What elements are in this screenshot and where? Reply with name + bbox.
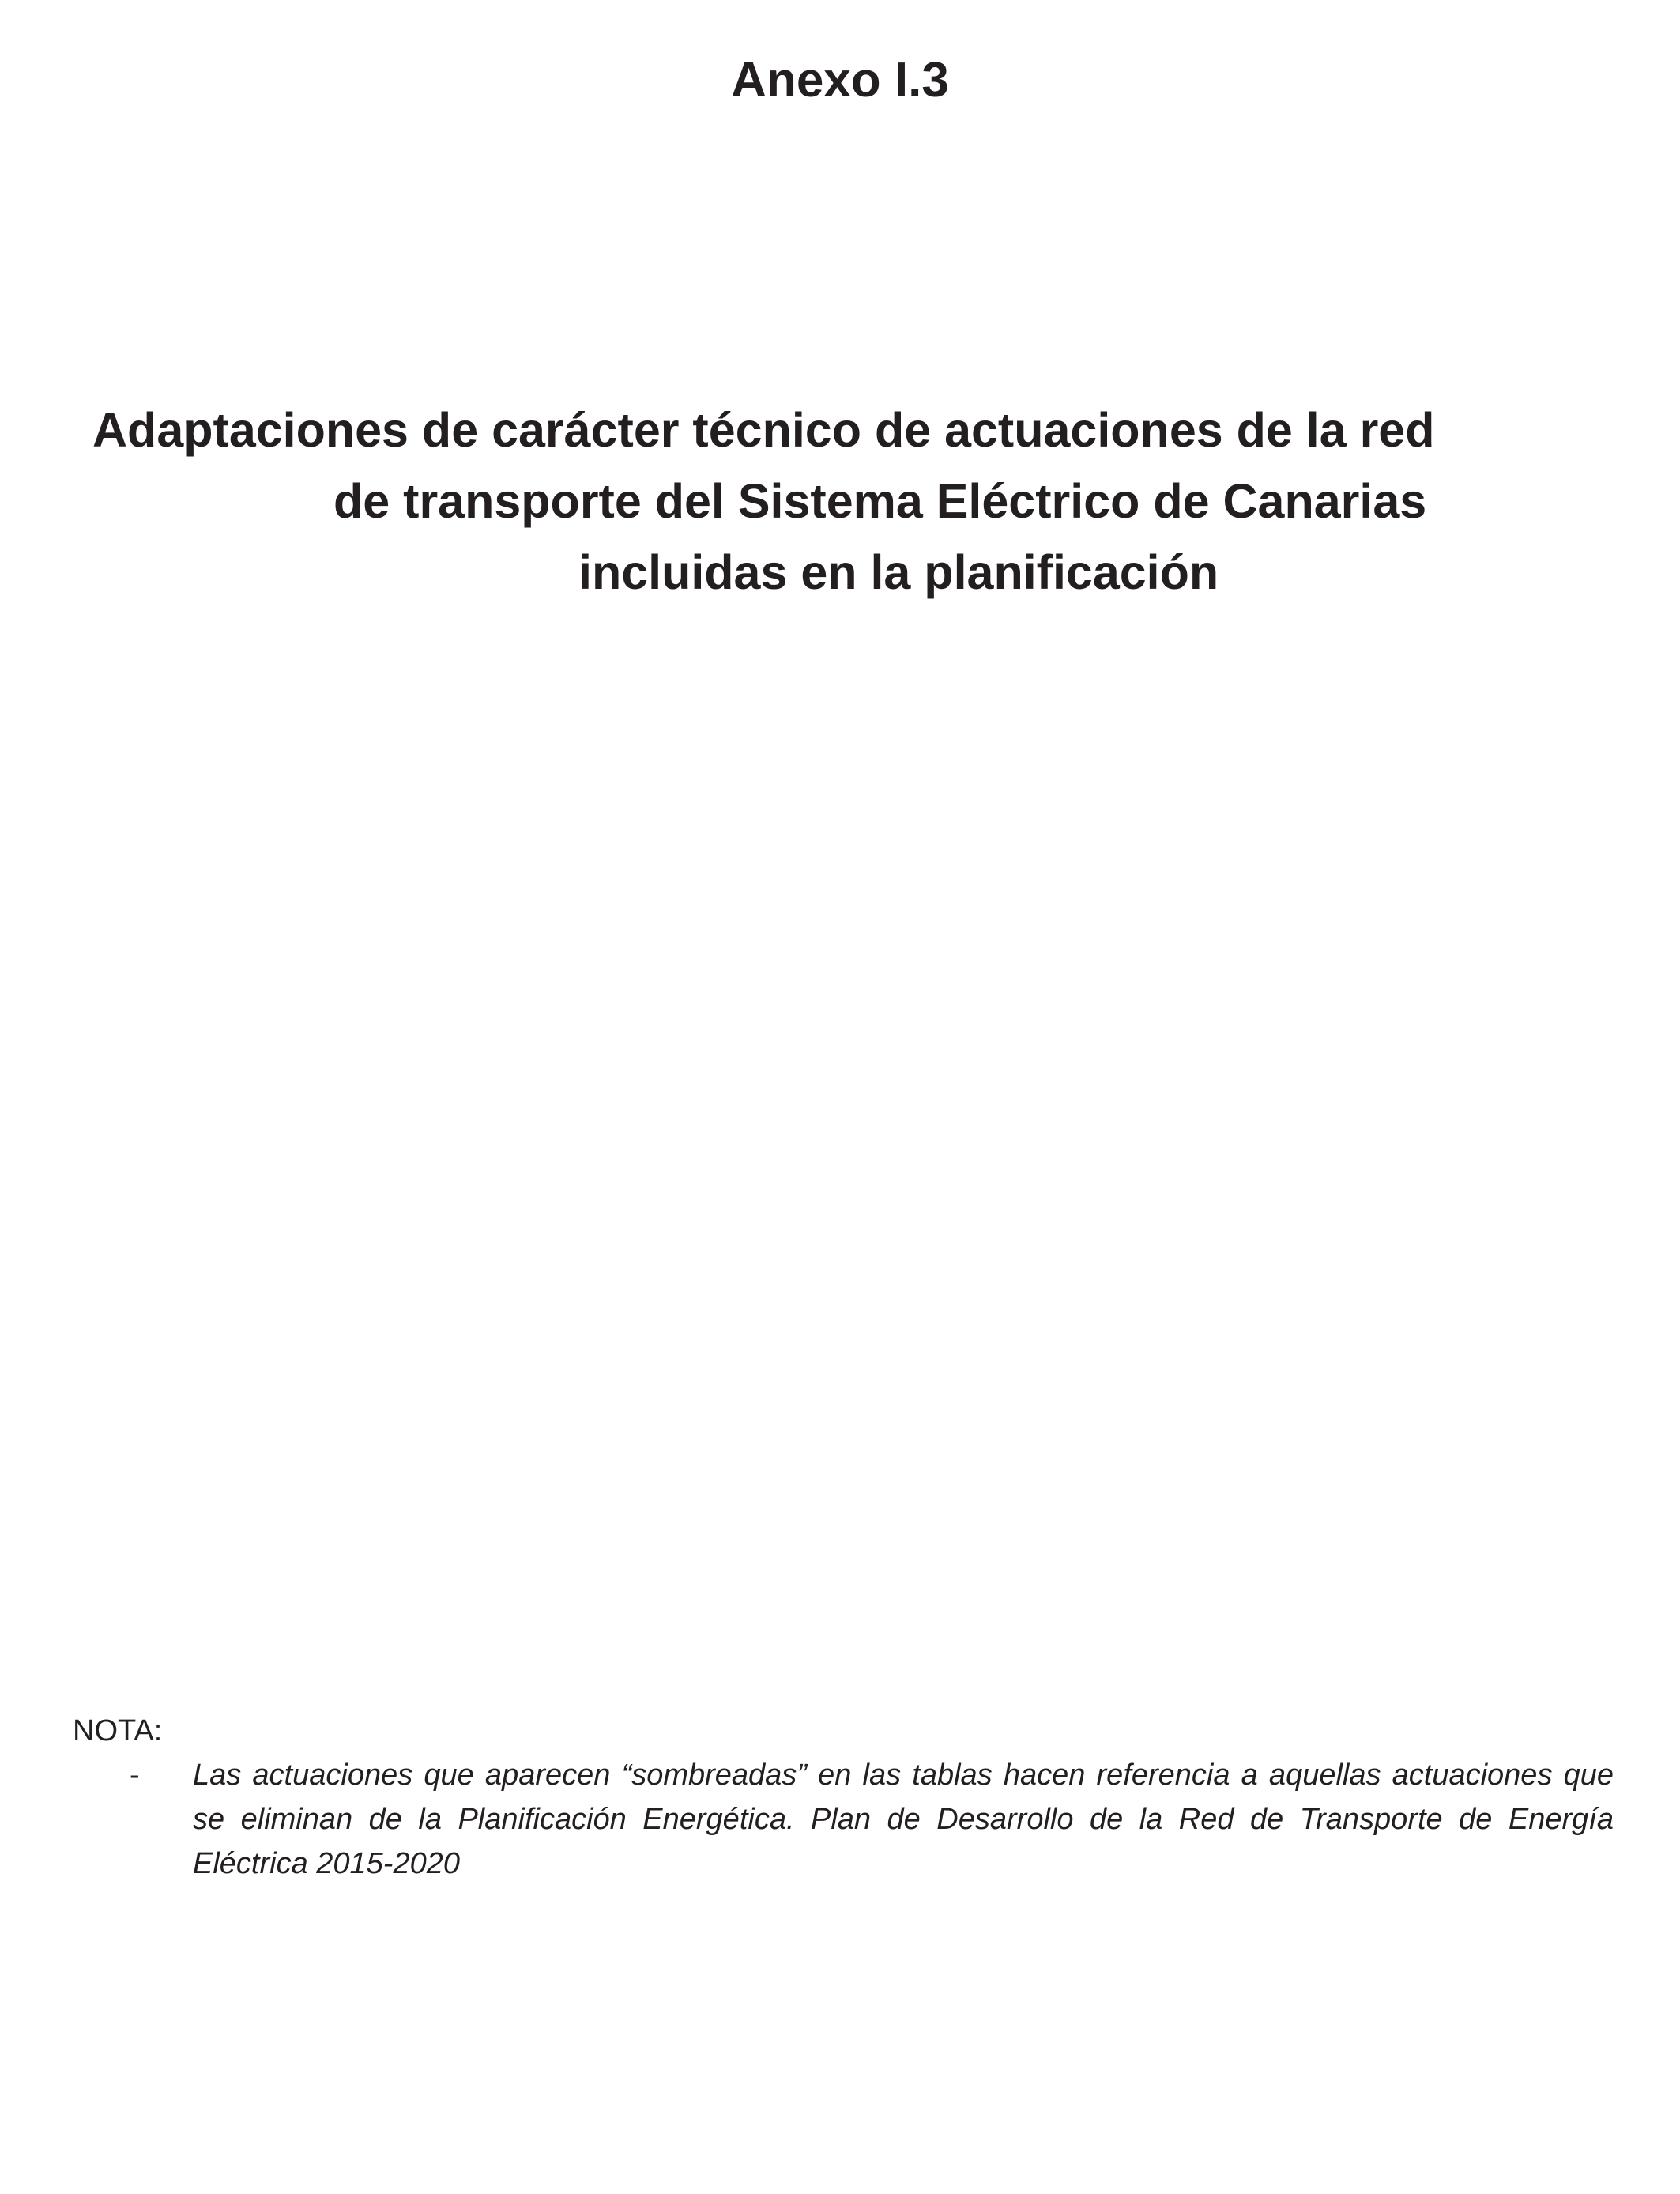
- note-label: NOTA:: [73, 1714, 163, 1747]
- note-list: [73, 1753, 1614, 1886]
- document-title-line-2: de transporte del Sistema Eléctrico de Canarias: [333, 474, 1427, 528]
- annex-title: Anexo I.3: [731, 53, 949, 107]
- note-text: Las actuaciones que aparecen “sombreadas” en las tablas hacen referencia a aquellas actuaciones que se eliminan de la Planificación Energética. Plan de Desarrollo de la Red de Transporte de Energía Eléctrica 2015-2020: [193, 1759, 1614, 1880]
- document-title-line-1: Adaptaciones de carácter técnico de actuaciones de la red: [92, 403, 1435, 457]
- document-title-line-3: incluidas en la planificación: [578, 545, 1219, 599]
- note-item: [73, 1753, 1614, 1886]
- note-bullet: -: [130, 1759, 140, 1792]
- note-section: [73, 1709, 1614, 1886]
